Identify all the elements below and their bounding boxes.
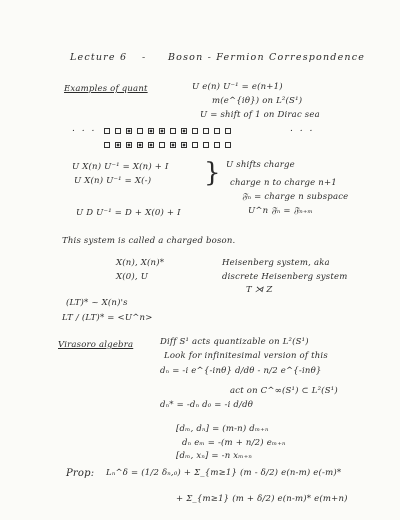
- heading-dash: -: [142, 52, 147, 63]
- sea-cell: [159, 128, 165, 134]
- heisenberg-left-1: X(n), X(n)*: [116, 258, 165, 268]
- heisenberg-right-2: discrete Heisenberg system: [222, 272, 348, 282]
- sea-cell: [203, 142, 209, 148]
- heisenberg-right-1: Heisenberg system, aka: [222, 258, 330, 268]
- sea-row-top: [104, 128, 231, 134]
- sea-cell: [159, 142, 165, 148]
- example-eq-2: m(e^{iθ}) on L²(S¹): [212, 96, 303, 106]
- sea-dots-right: . . .: [290, 124, 315, 134]
- heisenberg-left-2: X(0), U: [116, 272, 149, 282]
- heisenberg-right-3: T ⋊ Z: [246, 285, 273, 295]
- sea-cell: [104, 128, 110, 134]
- commutator-2: dₙ eₘ = -(m + n/2) eₘ₊ₙ: [182, 438, 286, 448]
- shift-eq-c: U D U⁻¹ = D + X(0) + I: [76, 208, 181, 218]
- virasoro-line-3: dₙ = -i e^{-inθ} d/dθ - n/2 e^{-inθ}: [160, 366, 322, 376]
- sea-cell: [137, 142, 143, 148]
- shift-eq-b: U X(n) U⁻¹ = X(-): [74, 176, 152, 186]
- charged-boson-line: This system is called a charged boson.: [62, 236, 236, 246]
- shift-eq-a: U X(n) U⁻¹ = X(n) + I: [72, 162, 169, 172]
- examples-label: Examples of quant: [64, 84, 148, 94]
- sea-cell: [214, 142, 220, 148]
- shift-note-2: charge n to charge n+1: [230, 178, 337, 188]
- shift-note-1: U shifts charge: [226, 160, 295, 170]
- lecture-heading: Lecture 6: [70, 52, 128, 63]
- sea-dots-left: . . .: [72, 124, 97, 134]
- sea-cell: [126, 142, 132, 148]
- lt-line-1: (LT)* ~ X(n)'s: [66, 298, 128, 308]
- lt-line-2: LT / (LT)* = <U^n>: [62, 313, 153, 323]
- topic-heading: Boson - Fermion Correspondence: [168, 52, 366, 63]
- sea-cell: [126, 128, 132, 134]
- sea-cell: [192, 142, 198, 148]
- commutator-1: [dₘ, dₙ] = (m-n) dₘ₊ₙ: [176, 424, 269, 434]
- shift-note-3: 𝔉ₙ = charge n subspace: [242, 192, 349, 202]
- virasoro-line-2: Look for infinitesimal version of this: [164, 351, 328, 361]
- shift-note-4: U^n 𝔉ₙ = 𝔉ₙ₊ₘ: [248, 206, 313, 216]
- virasoro-label: Virasoro algebra: [58, 340, 134, 350]
- sea-row-bottom: [104, 142, 231, 148]
- sea-cell: [203, 128, 209, 134]
- sea-cell: [192, 128, 198, 134]
- example-eq-3: U = shift of 1 on Dirac sea: [200, 110, 320, 120]
- prop-line-2: + Σ_{m≥1} (m + δ/2) e(n-m)* e(m+n): [176, 494, 348, 504]
- sea-cell: [181, 128, 187, 134]
- sea-cell: [170, 142, 176, 148]
- sea-cell: [225, 142, 231, 148]
- sea-cell: [170, 128, 176, 134]
- sea-cell: [148, 142, 154, 148]
- sea-cell: [225, 128, 231, 134]
- commutator-3: [dₘ, xₙ] = -n xₘ₊ₙ: [176, 451, 253, 461]
- prop-line-1: Lₙ^δ = (1/2 δₙ,₀) + Σ_{m≥1} (m - δ/2) e(n-m) e(-m)*: [106, 468, 342, 478]
- sea-cell: [148, 128, 154, 134]
- shift-brace: }: [204, 158, 221, 188]
- sea-cell: [115, 128, 121, 134]
- sea-cell: [115, 142, 121, 148]
- virasoro-line-4: act on C^∞(S¹) ⊂ L²(S¹): [230, 386, 338, 396]
- virasoro-line-5: dₙ* = -dₙ d₀ = -i d/dθ: [160, 400, 254, 410]
- example-eq-1: U e(n) U⁻¹ = e(n+1): [192, 82, 283, 92]
- prop-label: Prop:: [66, 468, 95, 479]
- sea-cell: [137, 128, 143, 134]
- sea-cell: [214, 128, 220, 134]
- sea-cell: [104, 142, 110, 148]
- sea-cell: [181, 142, 187, 148]
- virasoro-line-1: Diff S¹ acts quantizable on L²(S¹): [160, 337, 309, 347]
